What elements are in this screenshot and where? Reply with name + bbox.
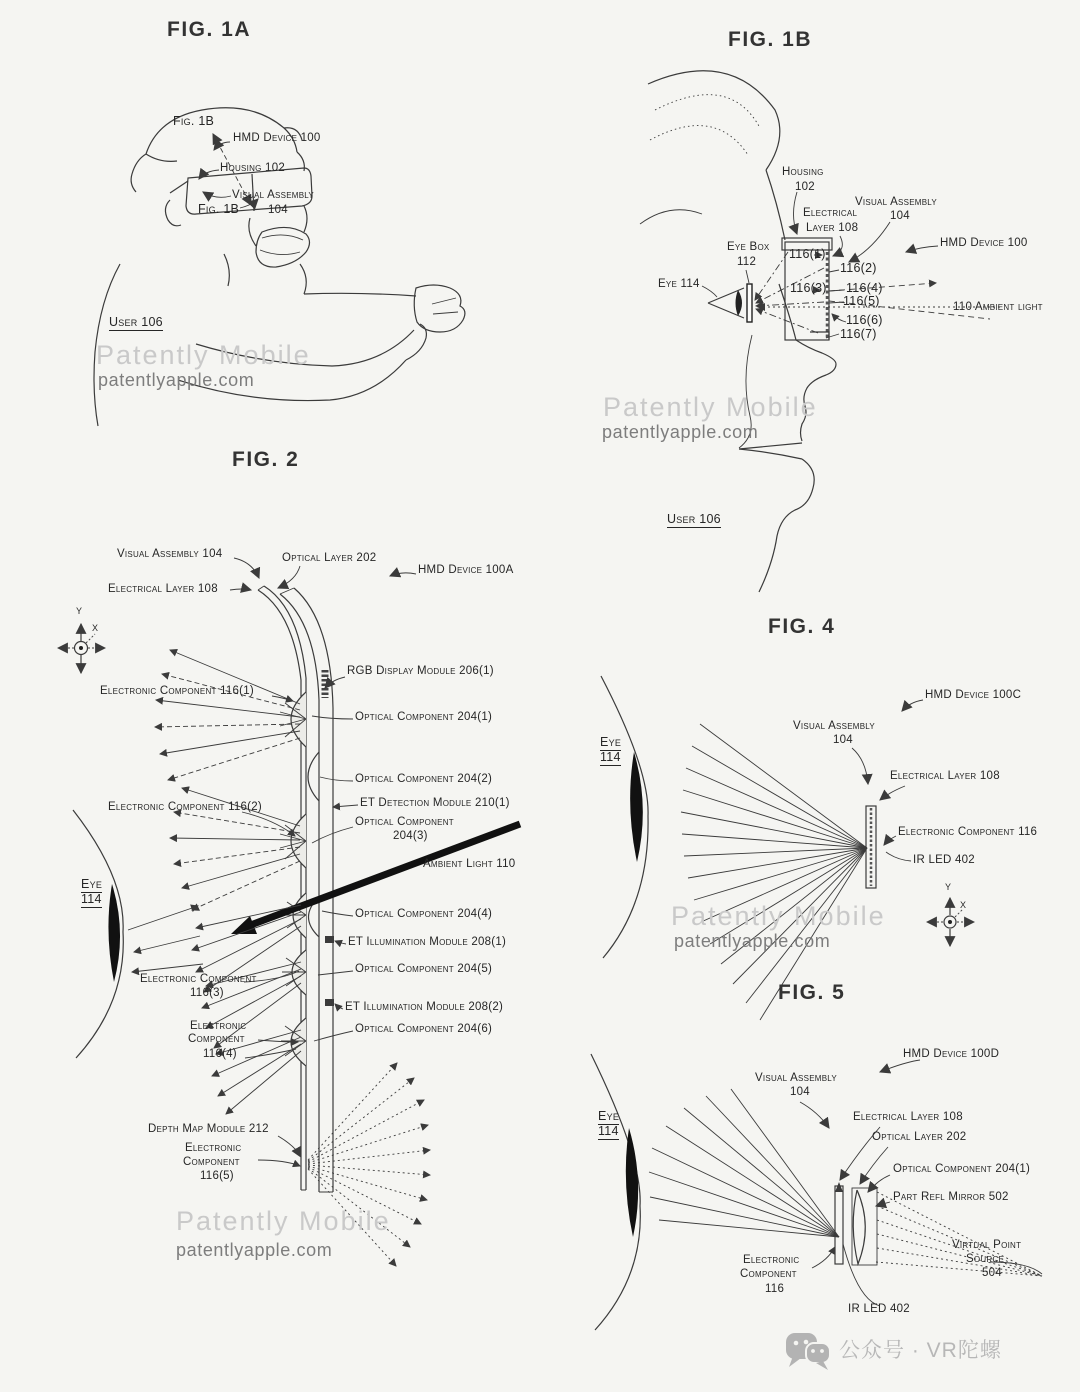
fig5-visual-assembly-label: Visual Assembly [755,1072,837,1084]
fig1b-component-116-5: 116(5) [843,294,880,308]
fig1a-ref-bottom-label: Fig. 1B [198,202,240,216]
fig2-electronic-component-116-4-line2: Component [188,1033,245,1045]
fig5-title: FIG. 5 [778,981,846,1004]
fig4-electrical-layer-label: Electrical Layer 108 [890,770,1000,782]
fig1a-visual-assembly-label: Visual Assembly [232,189,314,201]
fig2-optical-component-204-5: Optical Component 204(5) [355,963,493,975]
fig1b-electrical-label: Electrical [803,207,858,219]
fig4-diagram [601,676,974,1020]
fig5-ir-led-label: IR LED 402 [848,1303,910,1315]
fig1b-electrical-number: Layer 108 [806,222,859,234]
fig4-axis-y-label: y [945,879,952,893]
fig1b-component-116-2: 116(2) [840,261,877,275]
fig2-optical-component-204-1: Optical Component 204(1) [355,711,493,723]
fig5-electronic-component-line1: Electronic [743,1254,800,1266]
fig2-optical-component-204-3: Optical Component [355,816,454,828]
fig4-eye-label: Eye [600,735,622,749]
fig2-electronic-component-116-5-number: 116(5) [200,1170,234,1182]
fig2-eye-number: 114 [81,892,102,906]
fig5-electronic-component-number: 116 [765,1283,785,1295]
fig2-electronic-component-116-1: Electronic Component 116(1) [100,685,254,697]
fig2-title: FIG. 2 [232,448,300,471]
fig2-et-detection-module: ET Detection Module 210(1) [360,797,510,809]
fig2-optical-component-204-3-number: 204(3) [393,830,428,842]
fig1b-hmd-device-label: HMD Device 100 [940,237,1028,249]
fig4-eye-number: 114 [600,750,621,764]
fig5-optical-layer-label: Optical Layer 202 [872,1131,967,1143]
fig2-depth-map-module-label: Depth Map Module 212 [148,1123,269,1135]
fig5-part-refl-mirror-label: Part Refl Mirror 502 [893,1191,1009,1203]
fig2-rgb-module-label: RGB Display Module 206(1) [347,665,494,677]
fig5-electrical-layer-label: Electrical Layer 108 [853,1111,963,1123]
fig2-et-illumination-module-208-1: ET Illumination Module 208(1) [348,936,507,948]
watermark-brand: Patently Mobile [671,901,886,931]
fig2-hmd-device-label: HMD Device 100A [418,564,514,576]
fig2-optical-component-204-2: Optical Component 204(2) [355,773,493,785]
fig4-title: FIG. 4 [768,615,836,638]
fig1a-user-label: User 106 [109,315,163,329]
fig2-electronic-component-116-2: Electronic Component 116(2) [108,801,262,813]
fig1b-housing-label: Housing [782,166,824,178]
fig2-electronic-component-116-4-number: 116(4) [203,1048,237,1060]
fig1b-component-116-6: 116(6) [846,313,883,327]
watermark-site: patentlyapple.com [674,931,831,951]
fig4-visual-assembly-number: 104 [833,734,853,746]
fig1b-component-116-3: 116(3) [790,281,827,295]
fig4-axis-x-label: x [960,897,967,911]
fig2-ambient-light-label: Ambient Light 110 [423,858,516,870]
fig2-et-illumination-module-208-2: ET Illumination Module 208(2) [345,1001,504,1013]
fig2-axis-y-label: y [76,603,83,617]
fig5-electronic-component-line2: Component [740,1268,797,1280]
watermark-site: patentlyapple.com [602,422,759,442]
fig1b-component-116-4: 116(4) [846,281,883,295]
fig2-optical-component-204-6: Optical Component 204(6) [355,1023,493,1035]
watermark-brand: Patently Mobile [603,392,818,422]
fig2-optical-component-204-4: Optical Component 204(4) [355,908,493,920]
fig5-virtual-point-source-line1: Virtual Point [952,1239,1022,1251]
fig1a-title: FIG. 1A [167,18,252,41]
fig1a-hmd-device-label: HMD Device 100 [233,132,321,144]
watermark-brand: Patently Mobile [96,340,311,370]
fig1a-housing-label: Housing 102 [220,162,285,174]
fig4-hmd-device-label: HMD Device 100C [925,689,1022,701]
fig5-virtual-point-source-number: 504 [982,1267,1002,1279]
fig1b-title: FIG. 1B [728,28,813,51]
fig5-virtual-point-source-line2: Source [966,1253,1005,1265]
fig1b-housing-number: 102 [795,181,815,193]
fig1a-ref-top-label: Fig. 1B [173,114,215,128]
fig2-axis-x-label: x [92,620,99,634]
fig5-hmd-device-label: HMD Device 100D [903,1048,1000,1060]
fig1b-eye-box-label: Eye Box [727,241,770,253]
watermark-site: patentlyapple.com [176,1240,333,1260]
fig5-optical-component-204-1: Optical Component 204(1) [893,1163,1031,1175]
fig2-electronic-component-116-4-line1: Electronic [190,1020,247,1032]
fig1b-component-116-7: 116(7) [840,327,877,341]
fig5-eye-number: 114 [598,1124,619,1138]
fig2-optical-layer-label: Optical Layer 202 [282,552,377,564]
wechat-account-label: 公众号 · VR陀螺 [839,1339,1002,1362]
fig1b-ambient-light-label: 110 Ambient light [953,301,1043,313]
fig2-electrical-layer-label: Electrical Layer 108 [108,583,218,595]
fig4-electronic-component-label: Electronic Component 116 [898,826,1038,838]
wechat-icon [786,1333,830,1370]
fig2-electronic-component-116-3-number: 116(3) [190,987,224,999]
fig2-electronic-component-116-5-line1: Electronic [185,1142,242,1154]
fig2-visual-assembly-label: Visual Assembly 104 [117,548,223,560]
fig1b-component-116-1: 116(1) [789,247,826,261]
fig4-axis-icon [927,898,974,946]
fig1b-eye-label: Eye 114 [658,278,700,290]
fig4-visual-assembly-label: Visual Assembly [793,720,875,732]
fig5-visual-assembly-number: 104 [790,1086,810,1098]
fig2-electronic-component-116-5-line2: Component [183,1156,240,1168]
fig4-ir-led-label: IR LED 402 [913,854,975,866]
watermark-brand: Patently Mobile [176,1206,391,1236]
fig2-eye-label: Eye [81,877,103,891]
fig2-electronic-component-116-3: Electronic Component [140,973,257,985]
fig1b-eye-box-number: 112 [737,256,757,268]
fig1b-visual-assembly-number: 104 [890,210,910,222]
fig5-eye-label: Eye [598,1109,620,1123]
fig1b-user-label: User 106 [667,512,721,526]
fig1a-visual-assembly-number: 104 [268,204,288,216]
watermark-site: patentlyapple.com [98,370,255,390]
fig1b-visual-assembly-label: Visual Assembly [855,196,937,208]
